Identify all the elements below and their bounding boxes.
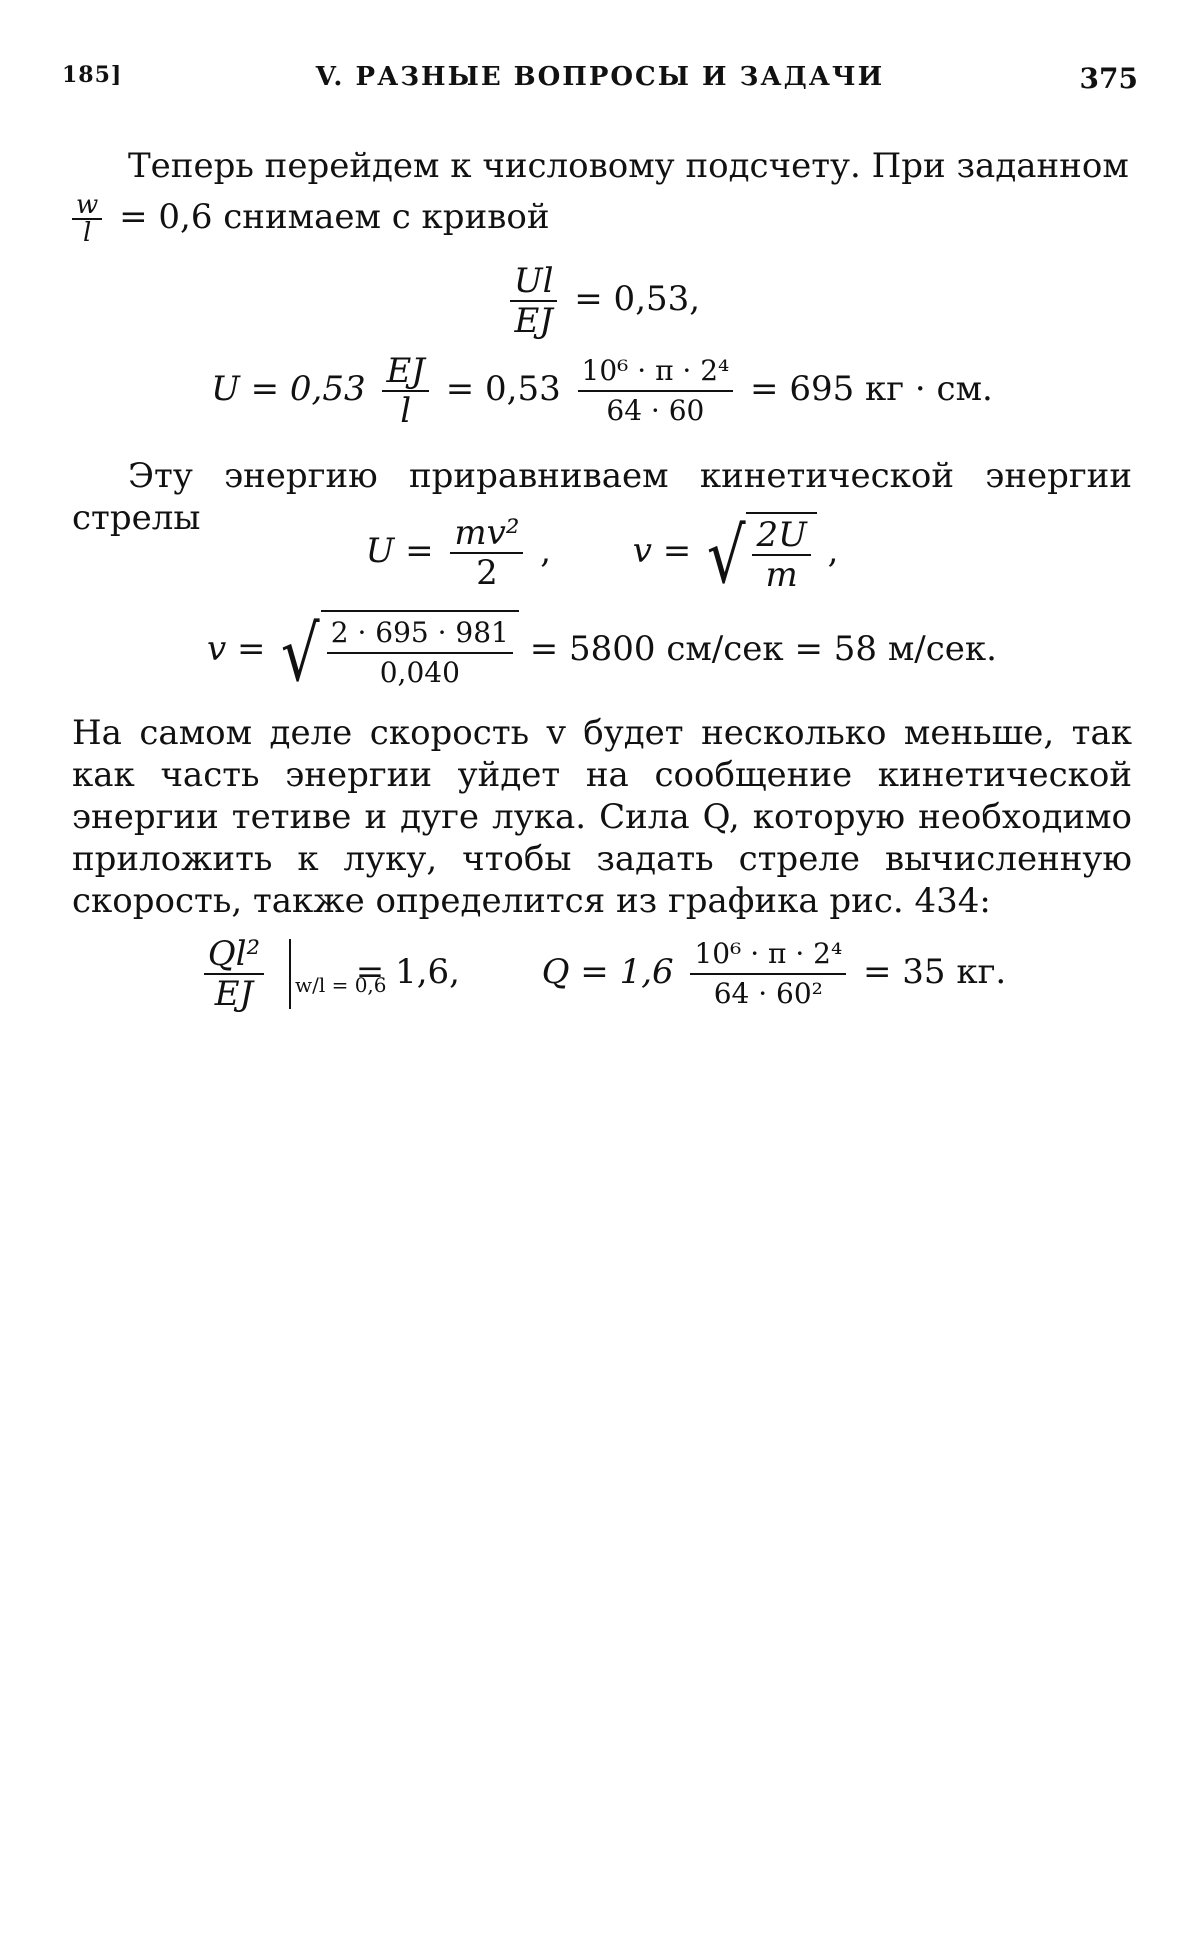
velocity-fraction xyxy=(327,614,513,692)
l-den: l xyxy=(400,391,412,431)
ul-num: Ul xyxy=(510,262,558,302)
formula-energy-u xyxy=(72,352,1132,430)
w-over-l-num: w xyxy=(72,192,102,220)
force-numeric-fraction xyxy=(690,935,846,1013)
ej-num: EJ xyxy=(382,352,428,392)
ej-den-2: EJ xyxy=(214,974,254,1014)
w-over-l-den: l xyxy=(82,218,92,248)
kinetic-lhs: U = xyxy=(365,531,434,571)
ul-ej-fraction xyxy=(510,262,558,340)
force-numeric-den: 64 · 60² xyxy=(713,977,823,1010)
ul-ej-rhs: = 0,53, xyxy=(574,279,701,319)
ej-den: EJ xyxy=(514,301,553,341)
2u-num: 2U xyxy=(752,516,810,556)
mv2-num: mv² xyxy=(450,514,523,554)
formula-velocity xyxy=(72,609,1132,698)
sqrt-velocity xyxy=(276,609,519,698)
velocity-rhs: = 5800 см/сек = 58 м/сек. xyxy=(529,629,997,669)
force-numeric-num: 10⁶ · π · 2⁴ xyxy=(690,935,846,975)
q-lhs: Q = 1,6 xyxy=(541,952,674,992)
formula-force xyxy=(72,935,1132,1013)
section-number: 185] xyxy=(62,62,123,88)
running-header xyxy=(62,62,1138,102)
w-over-l-fraction xyxy=(72,192,102,246)
kinetic-tail: , xyxy=(827,531,839,571)
evaluation-subscript: w/l = 0,6 xyxy=(294,973,387,997)
paragraph-intro-line2: = 0,6 снимаем с кривой xyxy=(119,197,550,237)
energy-numeric-den: 64 · 60 xyxy=(606,394,705,427)
formula-ul-ej xyxy=(72,262,1132,340)
velocity-den: 0,040 xyxy=(379,656,460,689)
velocity-num: 2 · 695 · 981 xyxy=(327,614,513,654)
energy-numeric-num: 10⁶ · π · 2⁴ xyxy=(578,352,734,392)
paragraph-intro-line1: Теперь перейдем к числовому подсчету. При заданном xyxy=(128,146,1129,186)
mv2-over-2-fraction xyxy=(450,514,523,592)
velocity-lhs: v = xyxy=(207,629,266,669)
force-rhs: = 35 кг. xyxy=(862,952,1007,992)
formula-kinetic xyxy=(72,511,1132,600)
energy-numeric-fraction xyxy=(578,352,734,430)
v-eq: v = xyxy=(632,531,692,571)
energy-mid: = 0,53 xyxy=(445,369,561,409)
chapter-title: V. РАЗНЫЕ ВОПРОСЫ И ЗАДАЧИ xyxy=(315,62,885,92)
ql2-num: Ql² xyxy=(204,935,264,975)
ej-over-l-fraction xyxy=(382,352,428,430)
radical-sign-2: √ xyxy=(281,609,320,698)
page-number: 375 xyxy=(1079,62,1138,95)
paragraph-force xyxy=(72,712,1132,922)
paragraph-intro xyxy=(72,145,1132,187)
paragraph-intro-line2-wrap xyxy=(72,192,1132,246)
m-den: m xyxy=(765,555,798,595)
force-ratio-eq: = 1,6, xyxy=(355,952,460,992)
energy-lhs: U = 0,53 xyxy=(211,369,366,409)
paragraph-force-text: На самом деле скорость v будет несколько меньше, так как часть энергии уйдет на сообщение кинетической энергии тетиве и дуге лука. Сила Q, которую необходимо приложить к луку, чтобы задать стреле вычисленную скорость, также определится из графика рис. 434: xyxy=(72,713,1132,921)
two-den: 2 xyxy=(476,553,498,593)
energy-rhs: = 695 кг · см. xyxy=(750,369,993,409)
sqrt-2u-m xyxy=(702,511,817,600)
evaluation-bar xyxy=(285,939,387,1009)
ql2-over-ej-fraction xyxy=(204,935,264,1013)
radical-sign: √ xyxy=(706,511,746,600)
kinetic-sep: , xyxy=(540,531,552,571)
2u-over-m-fraction xyxy=(752,516,810,594)
paragraph-kinetic-text: Эту энергию приравниваем кинетической энергии стрелы xyxy=(72,456,1132,538)
